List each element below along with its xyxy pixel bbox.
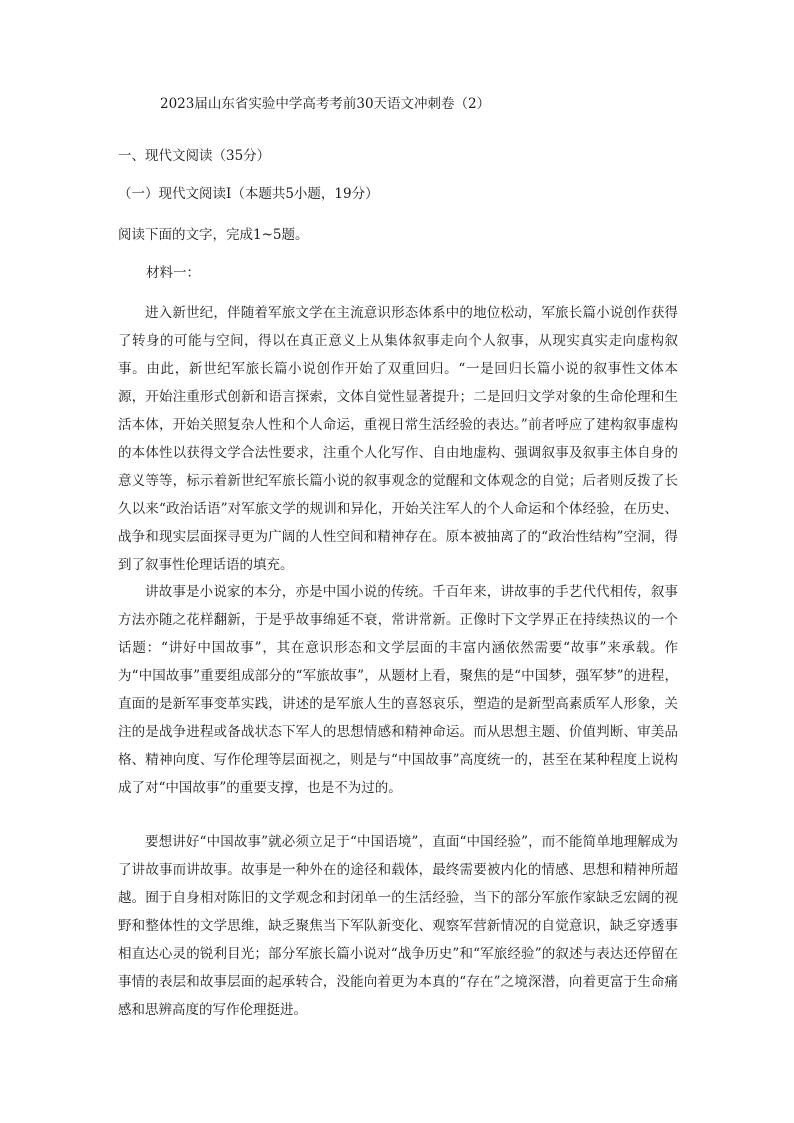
- body-paragraph: 要想讲好“中国故事”就必须立足于“中国语境”，直面“中国经验”，而不能简单地理解成为了讲故事而讲故事。故事是一种外在的途径和载体，最终需要被内化的情感、思想和精神所超越。囿于自身相对陈旧的文学观念和封闭单一的生活经验，当下的部分军旅作家缺乏宏阔的视野和整体性的文学思维，缺乏聚焦当下军队新变化、观察军营新情况的自觉意识，缺乏穿透事相直达心灵的锐利目光；部分军旅长篇小说对“战争历史”和“军旅经验”的叙述与表达还停留在事情的表层和故事层面的起承转合，没能向着更为本真的“存在”之境深潜，向着更富于生命痛感和思辨高度的写作伦理挺进。: [118, 834, 678, 1018]
- material-label: 材料一：: [146, 265, 200, 281]
- document-title: 2023届山东省实验中学高考考前30天语文冲刺卷（2）: [160, 96, 491, 112]
- body-paragraph: 进入新世纪，伴随着军旅文学在主流意识形态体系中的地位松动，军旅长篇小说创作获得了转身的可能与空间，得以在真正意义上从集体叙事走向个人叙事，从现实真实走向虚构叙事。由此，新世纪军旅长篇小说创作开始了双重回归。“一是回归长篇小说的叙事性文体本源，开始注重形式创新和语言探索，文体自觉性显著提升；二是回归文学对象的生命伦理和生活本体，开始关照复杂人性和个人命运，重视日常生活经验的表达。”前者呼应了建构叙事虚构的本体性以获得文学合法性要求，注重个人化写作、自由地虚构、强调叙事及叙事主体自身的意义等等，标示着新世纪军旅长篇小说的叙事观念的觉醒和文体观念的自觉；后者则反拨了长久以来“政治话语”对军旅文学的规训和异化，开始关注军人的个人命运和个体经验，在历史、战争和现实层面探寻更为广阔的人性空间和精神存在。原本被抽离了的“政治性结构”空洞，得到了叙事性伦理话语的填充。: [118, 305, 678, 573]
- reading-instruction: 阅读下面的文字，完成1~5题。: [118, 227, 309, 243]
- subsection-heading: （一）现代文阅读Ⅰ（本题共5小题，19分）: [118, 186, 379, 202]
- body-paragraph: 讲故事是小说家的本分，亦是中国小说的传统。千百年来，讲故事的手艺代代相传，叙事方法亦随之花样翻新，于是乎故事绵延不衰，常讲常新。正像时下文学界正在持续热议的一个话题：“讲好中国故事”，其在意识形态和文学层面的丰富内涵依然需要“故事”来承载。作为“中国故事”重要组成部分的“军旅故事”，从题材上看，聚焦的是“中国梦，强军梦”的进程，直面的是新军事变革实践，讲述的是军旅人生的喜怒哀乐，塑造的是新型高素质军人形象，关注的是战争进程或备战状态下军人的思想情感和精神命运。而从思想主题、价值判断、审美品格、精神向度、写作伦理等层面视之，则是与“中国故事”高度统一的，甚至在某种程度上说构成了对“中国故事”的重要支撑，也是不为过的。: [118, 584, 678, 796]
- section-heading: 一、现代文阅读（35分）: [118, 148, 271, 164]
